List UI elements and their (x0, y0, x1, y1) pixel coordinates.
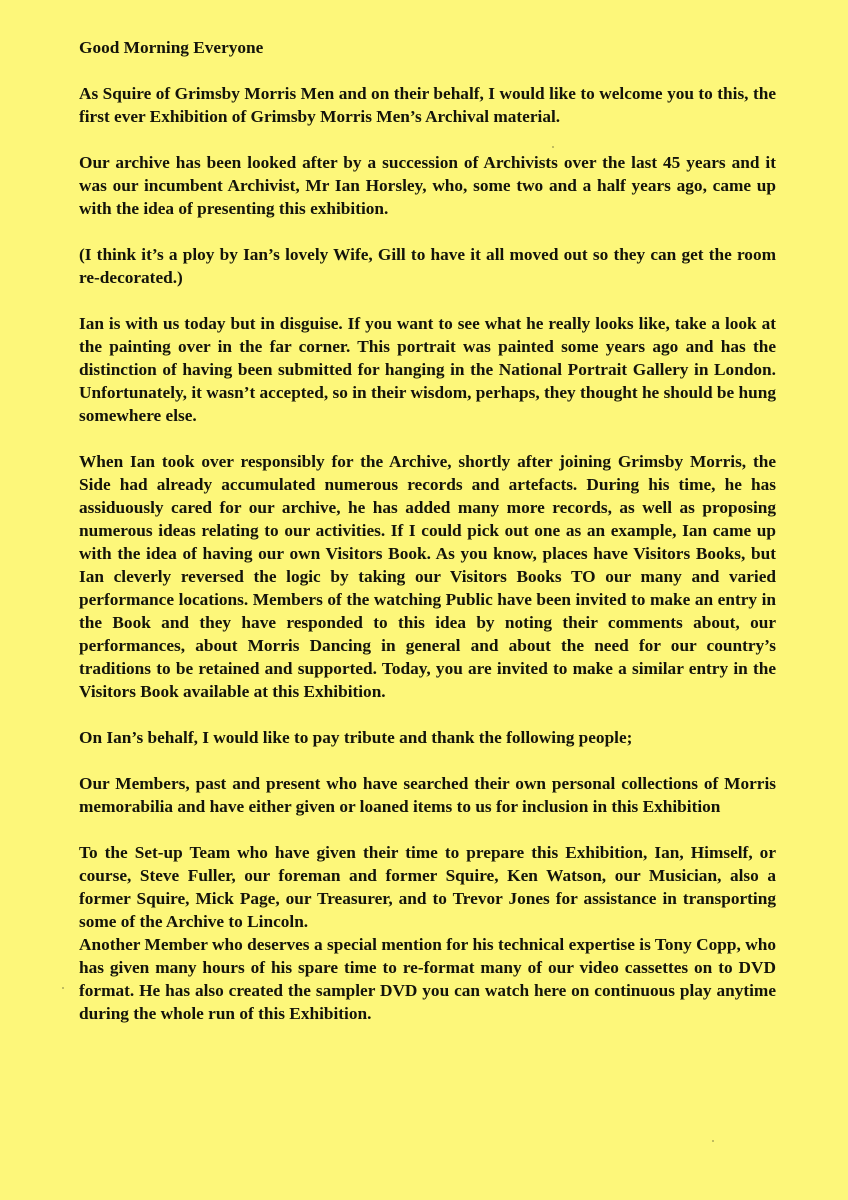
scan-speck (552, 146, 554, 148)
paragraph-setup-team: To the Set-up Team who have given their time to prepare this Exhibition, Ian, Himself, or course, Steve Fuller, our foreman and former Squire, Ken Watson, our Musician, also a former Squire, Mick Page, our Treasurer, and to Trevor Jones for assistance in transporting some of the Archive to Lincoln. (79, 843, 776, 931)
paragraph-visitors-book: When Ian took over responsibly for the Archive, shortly after joining Grimsby Morris, the Side had already accumulated numerous records and artefacts. During his time, he has assiduously cared for our archive, he has added many more records, as well as proposing numerous ideas relating to our activities. If I could pick out one as an example, Ian came up with the idea of having our own Visitors Book. As you know, places have Visitors Books, but Ian cleverly reversed the logic by taking our Visitors Books TO our many and varied performance locations. Members of the watching Public have been invited to make an entry in the Book and they have responded to this idea by noting their comments about, our performances, about Morris Dancing in general and about the need for our country’s traditions to be retained and supported. Today, you are invited to make a similar entry in the Visitors Book available at this Exhibition. (79, 452, 776, 701)
paragraph-archive-history: Our archive has been looked after by a succession of Archivists over the last 45 years and it was our incumbent Archivist, Mr Ian Horsley, who, some two and a half years ago, came up with the idea of presenting this exhibition. (79, 153, 776, 218)
speech-document (79, 36, 776, 1025)
paragraph-welcome: As Squire of Grimsby Morris Men and on their behalf, I would like to welcome you to this, the first ever Exhibition of Grimsby Morris Men’s Archival material. (79, 84, 776, 126)
scan-speck (712, 1140, 714, 1142)
paragraph-portrait: Ian is with us today but in disguise. If you want to see what he really looks like, take a look at the painting over in the far corner. This portrait was painted some years ago and has the distinction of having been submitted for hanging in the National Portrait Gallery in London. Unfortunately, it wasn’t accepted, so in their wisdom, perhaps, they thought he should be hung somewhere else. (79, 314, 776, 425)
paragraph-dvd-mention: Another Member who deserves a special mention for his technical expertise is Tony Copp, who has given many hours of his spare time to re-format many of our video cassettes on to DVD format. He has also created the sampler DVD you can watch here on continuous play anytime during the whole run of this Exhibition. (79, 935, 776, 1023)
greeting: Good Morning Everyone (79, 38, 264, 57)
scan-speck (62, 987, 64, 989)
paragraph-tribute-intro: On Ian’s behalf, I would like to pay tribute and thank the following people; (79, 728, 633, 747)
paragraph-aside: (I think it’s a ploy by Ian’s lovely Wife, Gill to have it all moved out so they can get the room re-decorated.) (79, 245, 776, 287)
paragraph-members: Our Members, past and present who have searched their own personal collections of Morris memorabilia and have either given or loaned items to us for inclusion in this Exhibition (79, 774, 776, 816)
